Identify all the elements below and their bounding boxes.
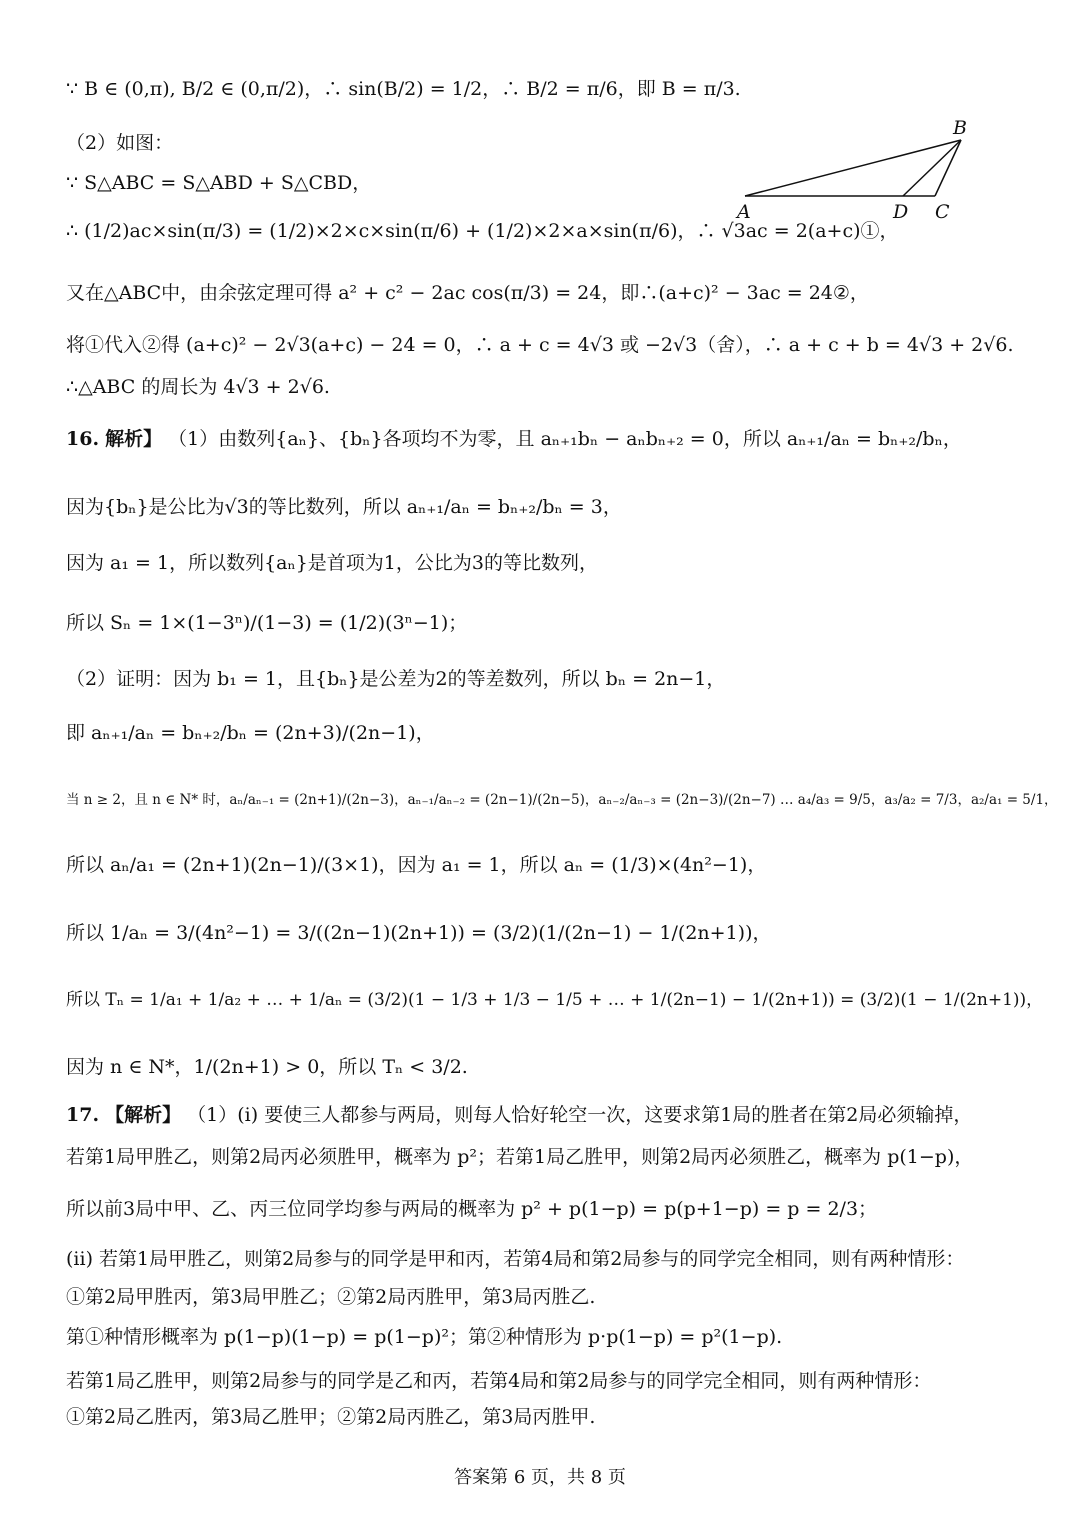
side-ab <box>745 140 961 196</box>
analysis-tag: 解析】 <box>105 428 163 450</box>
text-line: 因为 n ∈ N*，1/(2n+1) > 0，所以 Tₙ < 3/2. <box>66 1056 468 1078</box>
text-line: 若第1局甲胜乙，则第2局丙必须胜甲，概率为 p²；若第1局乙胜甲，则第2局丙必须胜乙，概率为 p(1−p)， <box>66 1146 974 1168</box>
text-line: 所以 Sₙ = 1×(1−3ⁿ)/(1−3) = (1/2)(3ⁿ−1)； <box>66 612 468 634</box>
text-line: 将①代入②得 (a+c)² − 2√3(a+c) − 24 = 0，∴ a + c = 4√3 或 −2√3（舍），∴ a + c + b = 4√3 + 2√6. <box>66 334 1014 356</box>
text-line: （2）如图： <box>66 132 174 154</box>
text-line: （2）证明：因为 b₁ = 1，且{bₙ}是公差为2的等差数列，所以 bₙ = 2n−1， <box>66 668 726 690</box>
vertex-label-a: A <box>737 201 751 223</box>
text-line: ∵ B ∈ (0,π), B/2 ∈ (0,π/2)，∴ sin(B/2) = 1/2，∴ B/2 = π/6，即 B = π/3. <box>66 78 741 100</box>
text-line: ∴ (1/2)ac×sin(π/3) = (1/2)×2×c×sin(π/6) + (1/2)×2×a×sin(π/6)，∴ √3ac = 2(a+c)①， <box>66 220 899 242</box>
text-line: 第①种情形概率为 p(1−p)(1−p) = p(1−p)²；第②种情形为 p·p(1−p) = p²(1−p). <box>66 1326 783 1348</box>
text-line: 所以 Tₙ = 1/a₁ + 1/a₂ + … + 1/aₙ = (3/2)(1 − 1/3 + 1/3 − 1/5 + … + 1/(2n−1) − 1/(2n+1)) = (3/2)(1 − 1/(2n+1))， <box>66 990 1044 1010</box>
vertex-label-c: C <box>935 201 950 223</box>
problem-17-heading <box>66 1104 972 1127</box>
segment-bd <box>903 140 961 196</box>
vertex-label-d: D <box>893 201 909 223</box>
triangle-figure <box>735 118 975 228</box>
vertex-label-b: B <box>953 118 967 139</box>
text-line: （1）由数列{aₙ}、{bₙ}各项均不为零，且 aₙ₊₁bₙ − aₙbₙ₊₂ = 0，所以 aₙ₊₁/aₙ = bₙ₊₂/bₙ， <box>168 428 962 450</box>
text-line: ①第2局甲胜丙，第3局甲胜乙；②第2局丙胜甲，第3局丙胜乙. <box>66 1286 596 1308</box>
text-line: 又在△ABC中，由余弦定理可得 a² + c² − 2ac cos(π/3) = 24，即∴(a+c)² − 3ac = 24②， <box>66 282 869 304</box>
text-line: 所以 aₙ/a₁ = (2n+1)(2n−1)/(3×1)，因为 a₁ = 1，所以 aₙ = (1/3)×(4n²−1)， <box>66 854 767 876</box>
problem-number: 17. <box>66 1104 100 1126</box>
text-line: 所以 1/aₙ = 3/(4n²−1) = 3/((2n−1)(2n+1)) = (3/2)(1/(2n−1) − 1/(2n+1))， <box>66 922 772 944</box>
text-line: 当 n ≥ 2，且 n ∈ N* 时，aₙ/aₙ₋₁ = (2n+1)/(2n−3)，aₙ₋₁/aₙ₋₂ = (2n−1)/(2n−5)，aₙ₋₂/aₙ₋₃ = (2n−3)/(2n−7) … a₄/a₃ = 9/5，a₃/a₂ = 7/3，a₂/a₁ = 5/1， <box>66 792 1058 808</box>
text-line: （1）(i) 要使三人都参与两局，则每人恰好轮空一次，这要求第1局的胜者在第2局必须输掉， <box>187 1104 973 1126</box>
text-line: 若第1局乙胜甲，则第2局参与的同学是乙和丙，若第4局和第2局参与的同学完全相同，则有两种情形： <box>66 1370 932 1392</box>
problem-16-heading <box>66 428 962 451</box>
text-line: ∵ S△ABC = S△ABD + S△CBD， <box>66 172 372 194</box>
text-line: 因为{bₙ}是公比为√3的等比数列，所以 aₙ₊₁/aₙ = bₙ₊₂/bₙ = 3， <box>66 496 622 518</box>
page-footer: 答案第 6 页，共 8 页 <box>454 1467 626 1488</box>
text-line: 所以前3局中甲、乙、丙三位同学均参与两局的概率为 p² + p(1−p) = p(p+1−p) = p = 2/3； <box>66 1198 878 1220</box>
side-bc <box>935 140 961 196</box>
text-line: (ii) 若第1局甲胜乙，则第2局参与的同学是甲和丙，若第4局和第2局参与的同学完全相同，则有两种情形： <box>66 1248 965 1270</box>
text-line: 因为 a₁ = 1，所以数列{aₙ}是首项为1，公比为3的等比数列， <box>66 552 598 574</box>
text-line: ①第2局乙胜丙，第3局乙胜甲；②第2局丙胜乙，第3局丙胜甲. <box>66 1406 596 1428</box>
analysis-tag: 【解析】 <box>105 1104 182 1126</box>
text-line: ∴△ABC 的周长为 4√3 + 2√6. <box>66 376 330 398</box>
text-line: 即 aₙ₊₁/aₙ = bₙ₊₂/bₙ = (2n+3)/(2n−1)， <box>66 722 435 744</box>
problem-number: 16. <box>66 428 100 450</box>
